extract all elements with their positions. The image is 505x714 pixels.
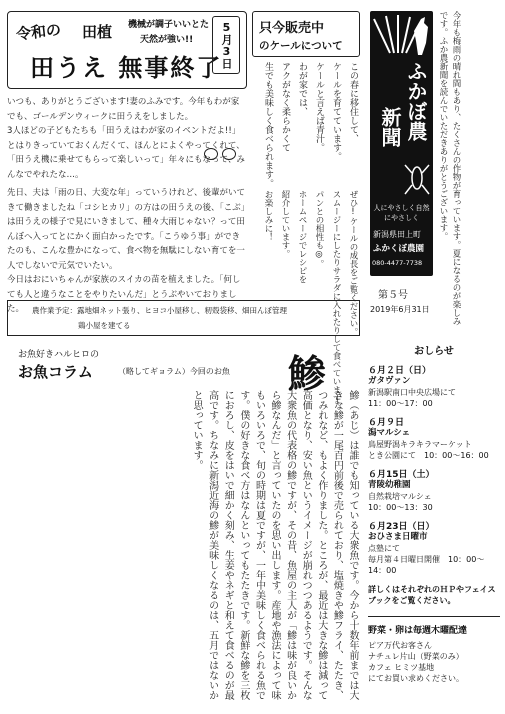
masthead-address-1: 新潟県田上町 <box>373 230 421 239</box>
notices-panel <box>368 342 500 710</box>
farm-schedule-text: 露地畑ネット張り、ヒヨコ小屋移し、籾殻袋移、畑田んぼ管理 <box>77 306 287 315</box>
sales-line-3: カフェ ヒミツ基地 <box>368 663 435 672</box>
masthead-address-2: ふかくぼ農園 <box>373 244 425 254</box>
notice-detail: 点塾にて <box>368 544 400 553</box>
kale-columns-upper <box>252 62 360 188</box>
kale-title: 只今販売中 <box>259 21 325 36</box>
notice-detail: 新潟駅南口中央広場にて <box>368 388 456 397</box>
farm-schedule-line-2: 鶏小屋を建てる <box>78 321 131 330</box>
masthead-title-1: ふかぼ農 <box>404 61 428 141</box>
article-para-3: 先日、夫は「雨の日、大変な年」っていうけれど、後輩がいてきて働きましたね「コシヒカリ」の方はの田うえの後、「こぶ」は田うえの様子で見にいきまして、種々大雨じゃない？って田んぼへ入ってとにかく面白かったです。「こうゆう事」ができたのも、こんな豊かになって、食べ物を無駄にしない育てを一人でしないで元気でいたい。 <box>7 188 246 271</box>
grasshopper-icon <box>404 161 430 195</box>
face-doodle-left <box>204 148 218 160</box>
notice-time: 10：00～13：30 <box>368 503 433 512</box>
kale-col-6: 生でも美味しく食べられます。 <box>263 62 273 188</box>
notice-time: とき公園にて 10：00～16：00 <box>368 451 489 460</box>
sales-title: 野菜・卵は毎週木曜配達 <box>368 626 468 636</box>
fish-kanji: 鯵 <box>288 351 327 396</box>
kikai-note: 機械が調子いいとた <box>128 20 210 30</box>
farm-schedule-box <box>7 300 360 336</box>
article-para-4: 今日はおにいちゃんが家族のスイカの苗を植えました。「何しても人と違うなことをやりたいんだ」とうぶやいておりました。 <box>7 275 241 314</box>
masthead-title-2: 新聞 <box>378 107 402 147</box>
fish-column-text <box>10 390 360 704</box>
notice-date: ６月15日（土） <box>368 470 435 480</box>
notice-name: おひさま日曜市 <box>368 532 428 542</box>
notice-name: 潟マルシェ <box>368 428 411 438</box>
masthead <box>370 11 433 276</box>
notice-date: ６月23日（日） <box>368 522 435 532</box>
article-para-1: いつも、ありがとうございます!妻のふみです。今年もわが家でも、ゴールデンウィークに田うえをしました。 <box>7 97 240 122</box>
notice-item <box>368 415 500 461</box>
masthead-phone: 080-4477-7738 <box>372 259 423 267</box>
sales-box <box>368 616 500 684</box>
sales-line-2: ナチュレ片山（野菜のみ） <box>368 652 464 661</box>
lower-col-2: スムージーにしたりサラダに入れたりして食べています。 <box>331 190 341 411</box>
notices-footer: 詳しくはそれぞれのＨＰやフェイスブックをご覧ください。 <box>368 585 496 605</box>
kale-col-3: ケールと言えば青汁。 <box>314 62 324 152</box>
notices-title: おしらせ <box>414 346 454 357</box>
lower-col-1: ぜひ!ケールの成長をご覧ください。 <box>348 190 358 336</box>
rooster-icon <box>410 15 432 59</box>
kale-subtitle: のケールについて <box>259 40 343 52</box>
farm-schedule-label: 農作業予定： <box>32 306 77 315</box>
notice-detail: 鳥屋野潟キラキラマーケット <box>368 440 472 449</box>
notice-item <box>368 467 500 513</box>
kale-header-box <box>252 11 360 57</box>
reiwa-label-2: 田植 <box>82 23 113 41</box>
notice-date: ６月９日 <box>368 418 405 428</box>
kale-columns-lower <box>252 190 360 411</box>
sales-line-4: にてお買い求めください。 <box>368 674 464 683</box>
kale-col-5: アクがなく柔らかくて <box>280 62 290 152</box>
notice-date: ６月２日（日） <box>368 366 432 376</box>
lower-col-6: お楽しみに！ <box>263 190 273 241</box>
lower-col-4: ホームページでレシピを <box>297 190 307 284</box>
fish-column-title: お魚コラム <box>18 363 93 381</box>
fish-column-tagline: お魚好きハルヒロの <box>18 350 100 360</box>
masthead-slogan: 人にやさしく自然にやさしく <box>373 204 430 222</box>
farm-schedule-line-1 <box>32 305 287 316</box>
sales-line-1: ピア万代お客さん <box>368 641 432 650</box>
notice-detail: 自然栽培マルシェ <box>368 492 432 501</box>
kale-col-1: この春に移住して、 <box>348 62 358 143</box>
notice-name: ガタヴァン <box>368 376 411 386</box>
face-doodle-right <box>222 148 236 160</box>
fish-column-body: 鯵（あじ）は誰でも知っている大衆魚です。今から十数年前までは大きな鯵が一尾百円前後で売られており、塩焼きや鯵フライ、たたき、つみれなど、もよく作りました。ところが、最近は大きな鯵は減って高価となり、安い魚というイメージが崩れつつあるようです。そんな大衆魚の代表格の鯵ですが、その昔、魚屋の主人が「鯵は味が良いから鯵なんだ」と言っていたのを思い出します。産地や漁法によって味もいろいろで、旬の時期は夏ですが、一年中美味しく食べられる魚です。僕の好きな食べ方はなんといってもたたきです。新鮮な鯵を三枚におろし、皮をはいで細かく刻み、生姜やネギと和えて食べるのが最高です。ちなみに新潟近海の鯵が美味しくなるのは、五月ではないかと思っています。 <box>191 390 358 700</box>
notice-name: 青陵幼稚園 <box>368 480 411 490</box>
notice-time: 毎月第４日曜日開催 10：00～14：00 <box>368 555 485 575</box>
notice-time: 11：00～17：00 <box>368 399 433 408</box>
masthead-side-paragraph: 今年も梅雨の晴れ間もあり、たくさんの作物が育っています。夏になるのが楽しみです。ふか農新聞を読んでいただきありがとうございます。 <box>438 11 461 326</box>
issue-number: 第５号 <box>378 290 408 301</box>
notice-item <box>368 519 500 576</box>
article-para-2: 3人ほどの子どもたちも「田うえはわが家のイベントだよ!!」とはりきっていておくんだくて、ほんとによくやってくれて、「田うえ機に乗せてもらって楽しいって」年々にもなって、みんなでやれたな…。 <box>7 126 245 180</box>
notice-item <box>368 363 500 409</box>
kale-col-2: ケールを育てています。 <box>331 62 341 161</box>
masthead-side-text <box>436 11 500 329</box>
date-stamp <box>212 16 240 74</box>
fish-column-title-note: （略してギョラム）今回のお魚 <box>118 367 230 376</box>
reiwa-label: 令和の <box>15 20 62 44</box>
date-stamp-text: 5月3日 <box>220 21 233 69</box>
headline-text: 田うえ 無事終了 <box>30 54 223 82</box>
headline-box <box>7 11 247 89</box>
tensai-note: 天然が強い!! <box>140 35 194 45</box>
issue-date: 2019年6月31日 <box>370 305 430 314</box>
lower-col-3: パンとの相性も◎。 <box>314 190 324 268</box>
lower-col-5: 紹介しています。 <box>280 190 290 258</box>
kale-col-4: わが家では、 <box>297 62 307 116</box>
